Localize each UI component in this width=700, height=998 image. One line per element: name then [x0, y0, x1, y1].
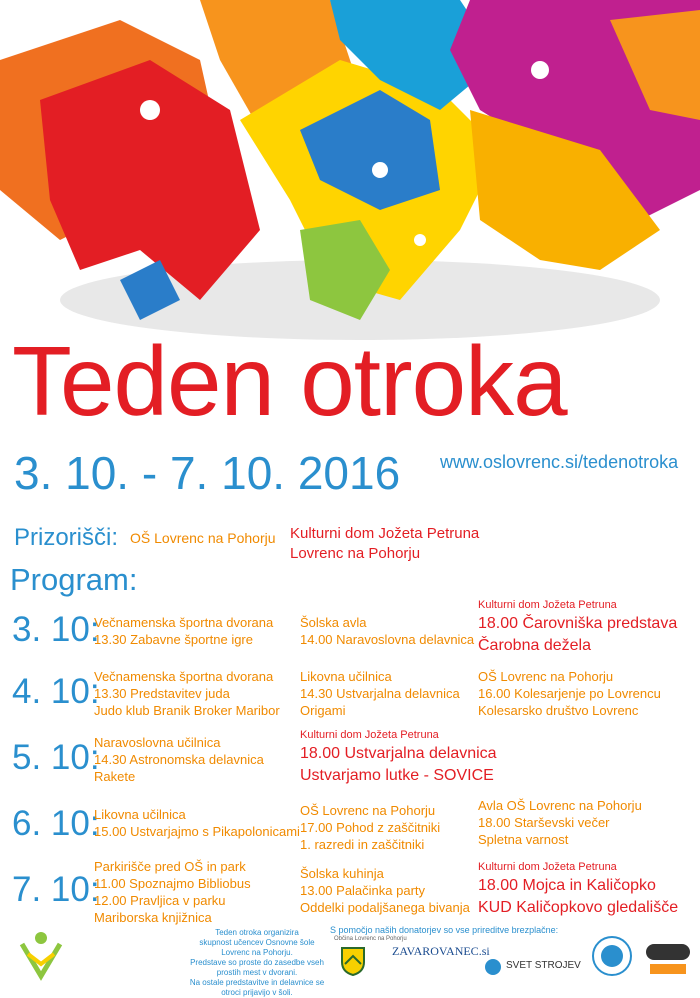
school-logo-icon — [18, 930, 64, 982]
paint-splash-artwork — [0, 0, 700, 350]
organizer-note — [186, 928, 328, 998]
day-entry — [478, 860, 678, 919]
entry-line: Mariborska knjižnica — [94, 910, 212, 925]
day-entry — [300, 668, 460, 719]
entry-line: 15.00 Ustvarjajmo s Pikapolonicami — [94, 824, 300, 839]
municipality-crest-icon — [340, 946, 366, 976]
entry-line: Parkirišče pred OŠ in park — [94, 859, 246, 874]
entry-line: 12.00 Pravljica v parku — [94, 893, 226, 908]
entry-line: Oddelki podaljšanega bivanja — [300, 900, 470, 915]
entry-line: 14.30 Ustvarjalna delavnica — [300, 686, 460, 701]
day-label: 6. 10: — [12, 804, 100, 843]
poster-title: Teden otroka — [12, 326, 567, 436]
event-url-link[interactable]: www.oslovrenc.si/tedenotroka — [440, 452, 679, 472]
entry-line: 1. razredi in zaščitniki — [300, 837, 425, 852]
day-label: 4. 10: — [12, 672, 100, 711]
entry-line: 14.30 Astronomska delavnica — [94, 752, 264, 767]
day-entry — [478, 797, 642, 848]
entry-line: OŠ Lovrenc na Pohorju — [478, 669, 614, 684]
entry-line: 18.00 Čarovniška predstava — [478, 615, 678, 632]
day-entry — [94, 734, 264, 785]
entry-line: Večnamenska športna dvorana — [94, 615, 274, 630]
day-entry — [94, 668, 280, 719]
day-entry — [478, 668, 661, 719]
day-label: 3. 10: — [12, 610, 100, 649]
entry-line: 17.00 Pohod z zaščitniki — [300, 820, 441, 835]
entry-line: 13.30 Zabavne športne igre — [94, 632, 253, 647]
entry-venue: Kulturni dom Jožeta Petruna — [478, 599, 617, 611]
entry-line: 18.00 Starševski večer — [478, 815, 610, 830]
entry-line: Šolska kuhinja — [300, 866, 384, 881]
organizer-line: Teden otroka organizira — [215, 928, 299, 937]
entry-line: OŠ Lovrenc na Pohorju — [300, 803, 436, 818]
organizer-line: skupnost učencev Osnovne šole Lovrenc na Pohorju. — [199, 938, 315, 957]
entry-line: 14.00 Naravoslovna delavnica — [300, 632, 475, 647]
day-label: 5. 10: — [12, 738, 100, 777]
entry-line: Kolesarsko društvo Lovrenc — [478, 703, 639, 718]
entry-line: Večnamenska športna dvorana — [94, 669, 274, 684]
svet-strojev-logo: SVET STROJEV — [506, 960, 581, 971]
venue-culture-house — [290, 524, 479, 564]
day-entry — [94, 858, 251, 926]
entry-line: 13.30 Predstavitev juda — [94, 686, 230, 701]
day-entry — [94, 806, 300, 840]
venue-school: OŠ Lovrenc na Pohorju — [130, 530, 276, 546]
entry-line: Likovna učilnica — [94, 807, 186, 822]
entry-line: Šolska avla — [300, 615, 367, 630]
sponsor-badge-icon — [590, 934, 634, 978]
program-label: Program: — [10, 562, 138, 597]
day-entry — [300, 865, 470, 916]
entry-line: 16.00 Kolesarjenje po Lovrencu — [478, 686, 661, 701]
day-entry — [300, 728, 497, 787]
day-entry — [478, 598, 677, 657]
donors-label: S pomočjo naših donatorjev so vse prireditve brezplačne: — [330, 925, 559, 935]
svet-strojev-logo-icon — [484, 958, 502, 976]
entry-line: Likovna učilnica — [300, 669, 392, 684]
entry-line: Origami — [300, 703, 346, 718]
organizer-line: Predstave so proste do zasedbe vseh prostih mest v dvorani. — [190, 958, 324, 977]
zavarovanec-logo: ZAVAROVANEC.si — [392, 944, 490, 958]
day-entry — [300, 802, 440, 853]
entry-venue: Kulturni dom Jožeta Petruna — [300, 729, 439, 741]
entry-line: Naravoslovna učilnica — [94, 735, 221, 750]
municipality-label: Občina Lovrenc na Pohorju — [334, 936, 407, 942]
venue-culture-house-line1: Kulturni dom Jožeta Petruna — [290, 525, 480, 542]
sponsor-logo-icon — [642, 940, 694, 980]
day-label: 7. 10: — [12, 870, 100, 909]
entry-line: Ustvarjamo lutke - SOVICE — [300, 767, 494, 784]
venues-label: Prizorišči: — [14, 524, 119, 551]
event-dates: 3. 10. - 7. 10. 2016 — [14, 447, 401, 499]
day-entry — [300, 614, 474, 648]
entry-line: 18.00 Ustvarjalna delavnica — [300, 745, 497, 762]
entry-line: Rakete — [94, 769, 136, 784]
entry-line: Čarobna dežela — [478, 637, 591, 654]
entry-line: 13.00 Palačinka party — [300, 883, 426, 898]
entry-line: Spletna varnost — [478, 832, 569, 847]
entry-line: 11.00 Spoznajmo Bibliobus — [94, 876, 251, 891]
organizer-line: Na ostale predstavitve in delavnice se otroci prijavijo v šoli. — [189, 978, 325, 997]
entry-line: KUD Kaličopkovo gledališče — [478, 899, 679, 916]
entry-venue: Kulturni dom Jožeta Petruna — [478, 861, 617, 873]
entry-line: 18.00 Mojca in Kaličopko — [478, 877, 656, 894]
day-entry — [94, 614, 273, 648]
entry-line: Avla OŠ Lovrenc na Pohorju — [478, 798, 642, 813]
venue-culture-house-line2: Lovrenc na Pohorju — [290, 545, 421, 562]
entry-line: Judo klub Branik Broker Maribor — [94, 703, 280, 718]
